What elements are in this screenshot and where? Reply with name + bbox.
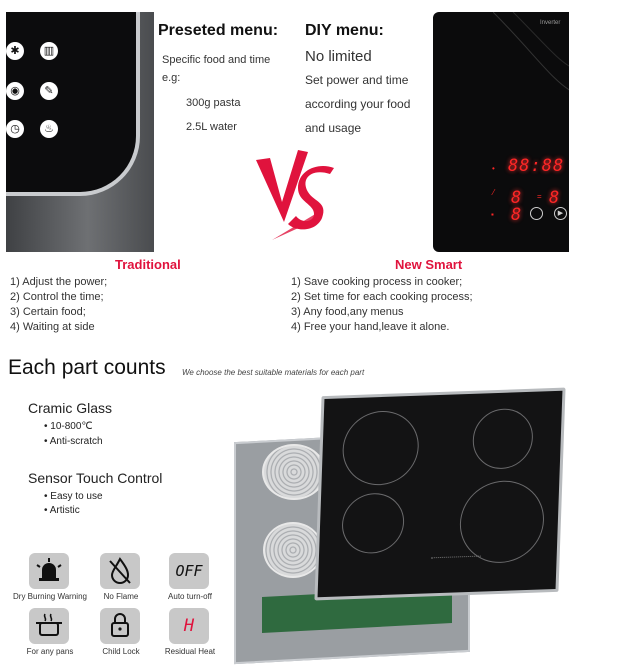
heating-coil-top: [262, 444, 326, 500]
diy-line-4: and usage: [305, 121, 362, 135]
badge-label: Child Lock: [102, 647, 140, 656]
siren-icon: [29, 553, 69, 589]
no-flame-icon: [100, 553, 140, 589]
display-power[interactable]: 8: [511, 188, 523, 208]
display-dot-3: ▪: [491, 210, 494, 219]
traditional-item: 2) Control the time;: [10, 291, 104, 303]
menu-icon: ✱: [6, 42, 24, 60]
badge-label: Residual Heat: [164, 647, 216, 656]
pot-icon: [29, 608, 69, 644]
new-smart-item: 1) Save cooking process in cooker;: [291, 276, 463, 288]
feature-title-touch: Sensor Touch Control: [28, 470, 163, 486]
display-zone[interactable]: 8: [511, 205, 523, 225]
display-time[interactable]: 88:88: [508, 156, 565, 176]
cup-icon: ▥: [40, 42, 58, 60]
clock-icon: ◷: [6, 120, 24, 138]
feature-bullet: • Artistic: [44, 505, 80, 516]
traditional-title: Traditional: [115, 257, 181, 272]
cake-icon: ♨: [40, 120, 58, 138]
feature-bullet: • Easy to use: [44, 491, 103, 502]
traditional-item: 4) Waiting at side: [10, 321, 95, 333]
diy-menu-title: DIY menu:: [305, 22, 384, 39]
smart-cooker-panel-image: [433, 12, 569, 252]
new-smart-title: New Smart: [395, 257, 463, 272]
traditional-item: 1) Adjust the power;: [10, 276, 108, 288]
diy-line-3: according your food: [305, 97, 411, 111]
badge-label: For any pans: [26, 647, 74, 656]
section-subtitle: We choose the best suitable materials for each part: [182, 368, 365, 377]
heating-coil-bottom: [263, 522, 323, 578]
panel-curve-lines: [493, 12, 569, 142]
badge-label: Auto turn-off: [168, 592, 212, 601]
diy-line-2: Set power and time: [305, 73, 409, 87]
display-dot-1: •: [492, 164, 495, 173]
cooking-zone: [341, 492, 405, 554]
badge-label: Dry Burning Warning: [13, 592, 87, 601]
play-pause-icon[interactable]: ▶: [554, 207, 567, 220]
new-smart-item: 4) Free your hand,leave it alone.: [291, 321, 450, 333]
traditional-cooker-image: [6, 12, 154, 252]
preseted-example-1: 300g pasta: [186, 97, 241, 109]
feature-bullet: • Anti-scratch: [44, 436, 103, 447]
display-equal: =: [537, 192, 542, 201]
touch-control-strip: [431, 556, 481, 562]
residual-heat-icon: H: [169, 608, 209, 644]
section-title: Each part counts: [8, 356, 166, 379]
steam-icon: ◉: [6, 82, 24, 100]
diy-line-1: No limited: [305, 48, 372, 65]
feature-bullet: • 10-800℃: [44, 421, 93, 432]
preseted-example-2: 2.5L water: [186, 121, 237, 133]
cooking-zone: [459, 479, 546, 564]
panel-brand-text: Inverter: [540, 20, 561, 26]
new-smart-item: 2) Set time for each cooking process;: [291, 291, 473, 303]
lock-icon: [100, 608, 140, 644]
preseted-line-1: Specific food and time: [162, 54, 271, 66]
pencil-icon: ✎: [40, 82, 58, 100]
feature-title-glass: Cramic Glass: [28, 400, 113, 416]
traditional-item: 3) Certain food;: [10, 306, 86, 318]
new-smart-item: 3) Any food,any menus: [291, 306, 404, 318]
preseted-menu-title: Preseted menu:: [158, 22, 279, 39]
badge-label: No Flame: [103, 592, 139, 601]
cooking-zone: [341, 410, 420, 487]
cooking-zone: [472, 408, 534, 470]
vs-text: VS: [252, 140, 254, 141]
display-dot-2: ⁄: [493, 188, 495, 197]
off-display-icon: OFF: [169, 553, 209, 589]
cooker-control-screen: [6, 12, 140, 196]
preseted-line-2: e.g:: [162, 72, 181, 84]
fan-icon[interactable]: [530, 207, 543, 220]
display-level[interactable]: 8: [549, 188, 561, 208]
vs-graphic: [252, 140, 337, 250]
ceramic-glass-top: [314, 388, 565, 601]
